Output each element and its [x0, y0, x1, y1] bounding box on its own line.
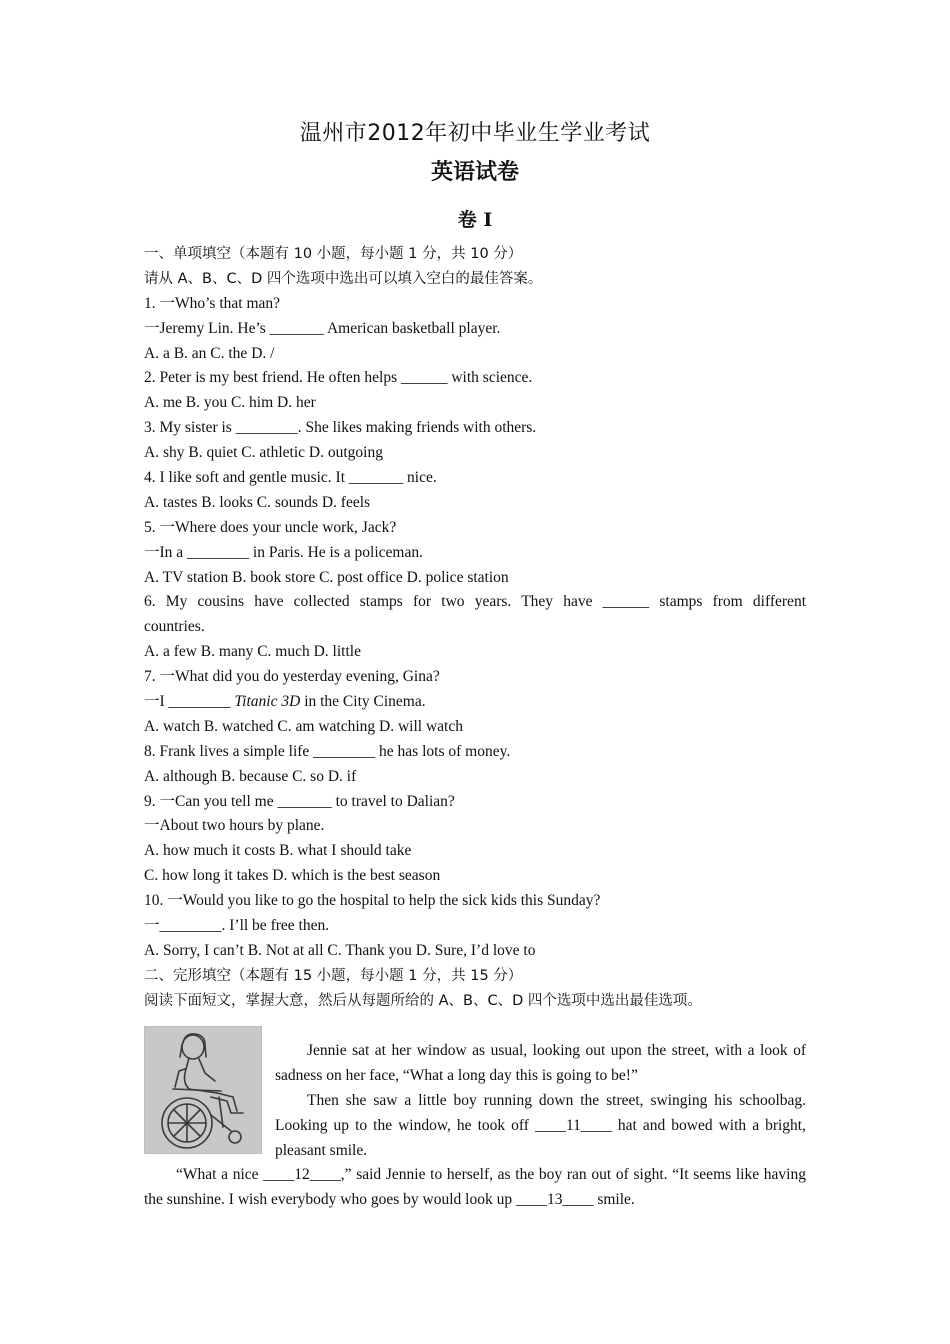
question-line: countries.: [144, 618, 205, 636]
answer-options: A. watch B. watched C. am watching D. will watch: [144, 717, 463, 735]
part2-instruction: 阅读下面短文，掌握大意，然后从每题所给的 A、B、C、D 四个选项中选出最佳选项。: [144, 992, 702, 1009]
answer-options: A. how much it costs B. what I should take: [144, 842, 412, 860]
cloze-paragraph: “What a nice ____12____,” said Jennie to herself, as the boy ran out of sight. “It seems like having the sunshine. I wish everybody who goes by would look up ____13____ smile.: [144, 1166, 806, 1208]
answer-options: A. a B. an C. the D. /: [144, 344, 275, 362]
question-lines: [144, 242, 806, 1014]
question-line: 一________. I’ll be free then.: [144, 917, 330, 935]
part1-heading: 一、单项填空（本题有 10 小题，每小题 1 分，共 10 分）: [144, 246, 523, 262]
question-line: 4. I like soft and gentle music. It _______ nice.: [144, 469, 437, 487]
answer-options: A. shy B. quiet C. athletic D. outgoing: [144, 444, 383, 462]
question-line: 8. Frank lives a simple life ________ he has lots of money.: [144, 742, 511, 760]
answer-options: A. Sorry, I can’t B. Not at all C. Thank you D. Sure, I’d love to: [144, 941, 536, 959]
answer-options: C. how long it takes D. which is the best season: [144, 867, 441, 885]
answer-options: A. a few B. many C. much D. little: [144, 643, 361, 661]
exam-title: 温州市2012年初中毕业生学业考试: [299, 121, 651, 146]
q7-answer-prefix: 一I ________: [144, 693, 235, 711]
cloze-paragraph: Then she saw a little boy running down the street, swinging his schoolbag. Looking up to the window, he took off ____11____ hat and bowed with a bright, pleasant smile.: [275, 1091, 806, 1159]
q7-answer-suffix: in the City Cinema.: [300, 693, 426, 711]
question-line: 1. 一Who’s that man?: [144, 294, 281, 312]
question-line: 9. 一Can you tell me _______ to travel to Dalian?: [144, 792, 455, 810]
question-line: 一About two hours by plane.: [144, 817, 325, 835]
answer-options: A. TV station B. book store C. post office D. police station: [144, 568, 509, 586]
part2-heading: 二、完形填空（本题有 15 小题，每小题 1 分，共 15 分）: [144, 967, 523, 984]
question-line: 一Jeremy Lin. He’s _______ American basketball player.: [144, 319, 501, 337]
answer-options: A. although B. because C. so D. if: [144, 767, 357, 785]
answer-options: A. me B. you C. him D. her: [144, 394, 316, 412]
question-line-q7-answer: [144, 690, 806, 715]
exam-subtitle: 英语试卷: [430, 160, 519, 185]
question-line: 5. 一Where does your uncle work, Jack?: [144, 518, 397, 536]
question-line: 2. Peter is my best friend. He often helps ______ with science.: [144, 369, 533, 387]
cloze-passage-bottom: [144, 1163, 806, 1213]
part1-instruction: 请从 A、B、C、D 四个选项中选出可以填入空白的最佳答案。: [144, 270, 543, 287]
question-line: 7. 一What did you do yesterday evening, Gina?: [144, 668, 440, 686]
question-line: 一In a ________ in Paris. He is a policeman.: [144, 543, 423, 561]
question-line: 6. My cousins have collected stamps for two years. They have ______ stamps from different: [144, 593, 806, 611]
wheelchair-girl-illustration: [144, 1026, 262, 1154]
q7-movie-title: Titanic 3D: [234, 693, 301, 711]
cloze-paragraph: Jennie sat at her window as usual, looking out upon the street, with a look of sadness on her face, “What a long day this is going to be!”: [275, 1042, 806, 1084]
section-label: 卷 I: [457, 209, 493, 231]
wheelchair-girl-icon: [145, 1027, 261, 1153]
cloze-passage-top: [275, 1039, 806, 1164]
question-line: 3. My sister is ________. She likes making friends with others.: [144, 419, 537, 437]
answer-options: A. tastes B. looks C. sounds D. feels: [144, 493, 371, 511]
question-line: 10. 一Would you like to go the hospital to help the sick kids this Sunday?: [144, 892, 601, 910]
